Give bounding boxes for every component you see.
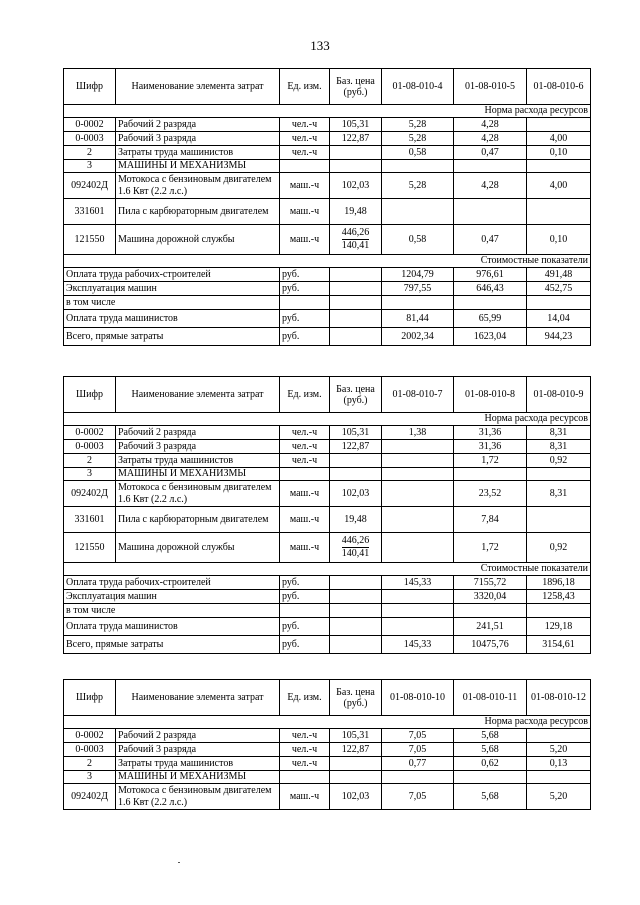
empty-cell [527, 160, 591, 173]
row-value: 0,58 [382, 225, 454, 255]
row-code: 2 [64, 146, 116, 160]
empty-cell [382, 160, 454, 173]
row-value: 0,92 [527, 533, 591, 563]
row-code: 0-0002 [64, 729, 116, 743]
empty-cell [527, 771, 591, 784]
row-unit: маш.-ч [280, 173, 330, 199]
row-value: 8,31 [527, 440, 591, 454]
cost-value: 3320,04 [454, 590, 527, 604]
row-value [382, 199, 454, 225]
cost-value: 241,51 [454, 618, 527, 636]
row-name: Машина дорожной службы [116, 533, 280, 563]
header-name: Наименование элемента затрат [116, 377, 280, 413]
cost-value: 65,99 [454, 310, 527, 328]
scan-speck [178, 862, 180, 863]
row-unit: чел.-ч [280, 118, 330, 132]
machines-section-row [64, 160, 591, 173]
row-value: 7,05 [382, 743, 454, 757]
row-value: 5,20 [527, 784, 591, 810]
empty-cell [527, 468, 591, 481]
row-code: 3 [64, 468, 116, 481]
table-row [64, 225, 591, 255]
row-code: 121550 [64, 533, 116, 563]
header-unit: Ед. изм. [280, 680, 330, 716]
cost-value [527, 296, 591, 310]
row-value: 8,31 [527, 481, 591, 507]
row-code: 0-0002 [64, 426, 116, 440]
cost-value: 1896,18 [527, 576, 591, 590]
row-unit: чел.-ч [280, 454, 330, 468]
row-value: 1,72 [454, 454, 527, 468]
price-numerator: 446,26 [341, 535, 370, 546]
row-value: 4,00 [527, 132, 591, 146]
cost-value: 81,44 [382, 310, 454, 328]
cost-name: Всего, прямые затраты [64, 328, 280, 346]
empty-cell [330, 310, 382, 328]
row-name: Рабочий 3 разряда [116, 743, 280, 757]
table-row [64, 426, 591, 440]
row-code: 0-0003 [64, 132, 116, 146]
row-code: 331601 [64, 199, 116, 225]
row-name: Рабочий 2 разряда [116, 118, 280, 132]
row-value [382, 507, 454, 533]
row-value [454, 199, 527, 225]
machines-section-row [64, 468, 591, 481]
empty-cell [330, 296, 382, 310]
row-value: 0,47 [454, 225, 527, 255]
price-numerator: 446,26 [341, 227, 370, 238]
cost-table [63, 376, 591, 654]
cost-row [64, 618, 591, 636]
cost-value: 14,04 [527, 310, 591, 328]
section-title: МАШИНЫ И МЕХАНИЗМЫ [116, 771, 280, 784]
row-price [330, 225, 382, 255]
empty-cell [280, 160, 330, 173]
row-value [382, 533, 454, 563]
header-rate-code: 01-08-010-8 [454, 377, 527, 413]
cost-value [454, 296, 527, 310]
row-value [382, 481, 454, 507]
row-name: Мотокоса с бензиновым двигателем 1.6 Квт (2.2 л.с.) [116, 784, 280, 810]
row-price: 122,87 [330, 440, 382, 454]
header-code: Шифр [64, 377, 116, 413]
cost-unit [280, 604, 330, 618]
cost-table [63, 68, 591, 346]
table-row [64, 481, 591, 507]
row-code: 331601 [64, 507, 116, 533]
cost-row [64, 328, 591, 346]
row-value: 8,31 [527, 426, 591, 440]
header-rate-code: 01-08-010-4 [382, 69, 454, 105]
empty-cell [382, 771, 454, 784]
row-value: 0,62 [454, 757, 527, 771]
cost-name: Эксплуатация машин [64, 590, 280, 604]
row-value: 31,36 [454, 426, 527, 440]
row-price [330, 146, 382, 160]
row-price [330, 533, 382, 563]
cost-name: в том числе [64, 604, 280, 618]
empty-cell [330, 576, 382, 590]
header-rate-code: 01-08-010-10 [382, 680, 454, 716]
row-value: 4,28 [454, 173, 527, 199]
machines-section-row [64, 771, 591, 784]
row-price: 122,87 [330, 743, 382, 757]
table-row [64, 533, 591, 563]
row-value: 1,72 [454, 533, 527, 563]
empty-cell [454, 468, 527, 481]
header-rate-code: 01-08-010-12 [527, 680, 591, 716]
row-value: 31,36 [454, 440, 527, 454]
cost-value: 129,18 [527, 618, 591, 636]
row-unit: чел.-ч [280, 757, 330, 771]
row-name: Пила с карбюраторным двигателем [116, 199, 280, 225]
row-name: Мотокоса с бензиновым двигателем 1.6 Квт (2.2 л.с.) [116, 481, 280, 507]
section-label-cost: Стоимостные показатели [64, 255, 591, 268]
row-name: Машина дорожной службы [116, 225, 280, 255]
cost-unit: руб. [280, 310, 330, 328]
table-row [64, 118, 591, 132]
header-rate-code: 01-08-010-11 [454, 680, 527, 716]
cost-value: 3154,61 [527, 636, 591, 654]
row-value: 5,28 [382, 173, 454, 199]
row-unit: чел.-ч [280, 146, 330, 160]
row-name: Мотокоса с бензиновым двигателем 1.6 Квт (2.2 л.с.) [116, 173, 280, 199]
row-code: 092402Д [64, 784, 116, 810]
row-value [527, 729, 591, 743]
cost-unit: руб. [280, 590, 330, 604]
cost-value: 1623,04 [454, 328, 527, 346]
header-code: Шифр [64, 680, 116, 716]
row-value: 4,00 [527, 173, 591, 199]
empty-cell [280, 468, 330, 481]
section-title: МАШИНЫ И МЕХАНИЗМЫ [116, 160, 280, 173]
row-code: 092402Д [64, 173, 116, 199]
row-name: Рабочий 2 разряда [116, 729, 280, 743]
empty-cell [330, 268, 382, 282]
cost-value [527, 604, 591, 618]
row-value: 4,28 [454, 132, 527, 146]
empty-cell [330, 468, 382, 481]
row-code: 3 [64, 771, 116, 784]
row-unit: чел.-ч [280, 440, 330, 454]
cost-name: Оплата труда рабочих-строителей [64, 576, 280, 590]
row-unit: чел.-ч [280, 426, 330, 440]
cost-unit: руб. [280, 576, 330, 590]
cost-unit: руб. [280, 328, 330, 346]
header-rate-code: 01-08-010-6 [527, 69, 591, 105]
cost-value: 1204,79 [382, 268, 454, 282]
row-unit: чел.-ч [280, 729, 330, 743]
cost-value: 10475,76 [454, 636, 527, 654]
row-price: 19,48 [330, 507, 382, 533]
cost-row [64, 268, 591, 282]
cost-name: Всего, прямые затраты [64, 636, 280, 654]
cost-value: 797,55 [382, 282, 454, 296]
cost-value [382, 618, 454, 636]
cost-unit: руб. [280, 618, 330, 636]
cost-value: 7155,72 [454, 576, 527, 590]
cost-row [64, 604, 591, 618]
row-code: 0-0002 [64, 118, 116, 132]
empty-cell [330, 282, 382, 296]
table-row [64, 507, 591, 533]
cost-unit: руб. [280, 268, 330, 282]
cost-value: 646,43 [454, 282, 527, 296]
table-row [64, 440, 591, 454]
row-unit: маш.-ч [280, 481, 330, 507]
row-value: 7,05 [382, 729, 454, 743]
page-number: 133 [310, 38, 330, 53]
empty-cell [330, 618, 382, 636]
section-label-norm: Норма расхода ресурсов [64, 105, 591, 118]
cost-table [63, 679, 591, 810]
row-code: 3 [64, 160, 116, 173]
cost-name: в том числе [64, 296, 280, 310]
row-value: 5,68 [454, 729, 527, 743]
empty-cell [454, 160, 527, 173]
cost-unit: руб. [280, 282, 330, 296]
empty-cell [280, 771, 330, 784]
cost-value: 976,61 [454, 268, 527, 282]
row-price [330, 454, 382, 468]
table-row [64, 454, 591, 468]
row-name: Затраты труда машинистов [116, 454, 280, 468]
header-unit: Ед. изм. [280, 377, 330, 413]
cost-value: 1258,43 [527, 590, 591, 604]
row-value: 0,47 [454, 146, 527, 160]
row-value: 0,58 [382, 146, 454, 160]
row-value [382, 454, 454, 468]
row-value: 23,52 [454, 481, 527, 507]
header-price: Баз. цена (руб.) [330, 680, 382, 716]
cost-value: 145,33 [382, 576, 454, 590]
row-value: 0,77 [382, 757, 454, 771]
row-unit: маш.-ч [280, 507, 330, 533]
price-fraction [342, 227, 370, 252]
cost-row [64, 282, 591, 296]
cost-value [382, 604, 454, 618]
row-unit: маш.-ч [280, 533, 330, 563]
cost-unit: руб. [280, 636, 330, 654]
section-label-norm: Норма расхода ресурсов [64, 413, 591, 426]
header-price: Баз. цена (руб.) [330, 377, 382, 413]
empty-cell [330, 604, 382, 618]
header-price: Баз. цена (руб.) [330, 69, 382, 105]
cost-row [64, 310, 591, 328]
row-unit: маш.-ч [280, 784, 330, 810]
empty-cell [454, 771, 527, 784]
cost-row [64, 576, 591, 590]
cost-value [454, 604, 527, 618]
cost-name: Оплата труда машинистов [64, 618, 280, 636]
table-row [64, 757, 591, 771]
row-code: 0-0003 [64, 743, 116, 757]
cost-value: 452,75 [527, 282, 591, 296]
table-row [64, 146, 591, 160]
row-name: Затраты труда машинистов [116, 146, 280, 160]
row-name: Рабочий 3 разряда [116, 440, 280, 454]
row-unit: маш.-ч [280, 199, 330, 225]
section-label-cost: Стоимостные показатели [64, 563, 591, 576]
empty-cell [330, 771, 382, 784]
header-code: Шифр [64, 69, 116, 105]
row-value: 1,38 [382, 426, 454, 440]
table-row [64, 743, 591, 757]
empty-cell [330, 636, 382, 654]
empty-cell [382, 468, 454, 481]
row-value: 5,28 [382, 132, 454, 146]
cost-unit [280, 296, 330, 310]
header-rate-code: 01-08-010-5 [454, 69, 527, 105]
row-price: 105,31 [330, 729, 382, 743]
cost-row [64, 590, 591, 604]
empty-cell [330, 160, 382, 173]
row-value: 0,13 [527, 757, 591, 771]
row-value: 0,10 [527, 146, 591, 160]
cost-row [64, 636, 591, 654]
row-value: 4,28 [454, 118, 527, 132]
row-code: 092402Д [64, 481, 116, 507]
row-price: 105,31 [330, 426, 382, 440]
table-row [64, 199, 591, 225]
header-unit: Ед. изм. [280, 69, 330, 105]
row-price [330, 757, 382, 771]
header-name: Наименование элемента затрат [116, 680, 280, 716]
table-row [64, 784, 591, 810]
row-price: 122,87 [330, 132, 382, 146]
row-value: 7,84 [454, 507, 527, 533]
row-code: 2 [64, 454, 116, 468]
empty-cell [330, 328, 382, 346]
price-denominator: 140,41 [341, 548, 370, 559]
row-code: 2 [64, 757, 116, 771]
table-row [64, 132, 591, 146]
section-title: МАШИНЫ И МЕХАНИЗМЫ [116, 468, 280, 481]
cost-name: Оплата труда машинистов [64, 310, 280, 328]
row-price: 102,03 [330, 173, 382, 199]
cost-value [382, 296, 454, 310]
cost-value: 2002,34 [382, 328, 454, 346]
row-name: Рабочий 3 разряда [116, 132, 280, 146]
row-value [382, 440, 454, 454]
cost-name: Оплата труда рабочих-строителей [64, 268, 280, 282]
table-row [64, 729, 591, 743]
cost-value [382, 590, 454, 604]
row-name: Рабочий 2 разряда [116, 426, 280, 440]
row-value [527, 199, 591, 225]
cost-value: 944,23 [527, 328, 591, 346]
header-rate-code: 01-08-010-7 [382, 377, 454, 413]
row-value [527, 118, 591, 132]
row-name: Затраты труда машинистов [116, 757, 280, 771]
row-value: 0,92 [527, 454, 591, 468]
price-denominator: 140,41 [341, 240, 370, 251]
row-value: 5,20 [527, 743, 591, 757]
cost-value: 145,33 [382, 636, 454, 654]
cost-name: Эксплуатация машин [64, 282, 280, 296]
row-code: 121550 [64, 225, 116, 255]
row-value: 0,10 [527, 225, 591, 255]
header-rate-code: 01-08-010-9 [527, 377, 591, 413]
row-unit: чел.-ч [280, 132, 330, 146]
row-price: 102,03 [330, 784, 382, 810]
empty-cell [330, 590, 382, 604]
row-code: 0-0003 [64, 440, 116, 454]
header-name: Наименование элемента затрат [116, 69, 280, 105]
row-price: 102,03 [330, 481, 382, 507]
cost-row [64, 296, 591, 310]
table-row [64, 173, 591, 199]
row-price: 105,31 [330, 118, 382, 132]
row-unit: чел.-ч [280, 743, 330, 757]
row-value: 5,68 [454, 784, 527, 810]
cost-value: 491,48 [527, 268, 591, 282]
price-fraction [342, 535, 370, 560]
section-label-norm: Норма расхода ресурсов [64, 716, 591, 729]
row-name: Пила с карбюраторным двигателем [116, 507, 280, 533]
row-value [527, 507, 591, 533]
row-price: 19,48 [330, 199, 382, 225]
row-value: 5,28 [382, 118, 454, 132]
row-value: 5,68 [454, 743, 527, 757]
row-value: 7,05 [382, 784, 454, 810]
row-unit: маш.-ч [280, 225, 330, 255]
